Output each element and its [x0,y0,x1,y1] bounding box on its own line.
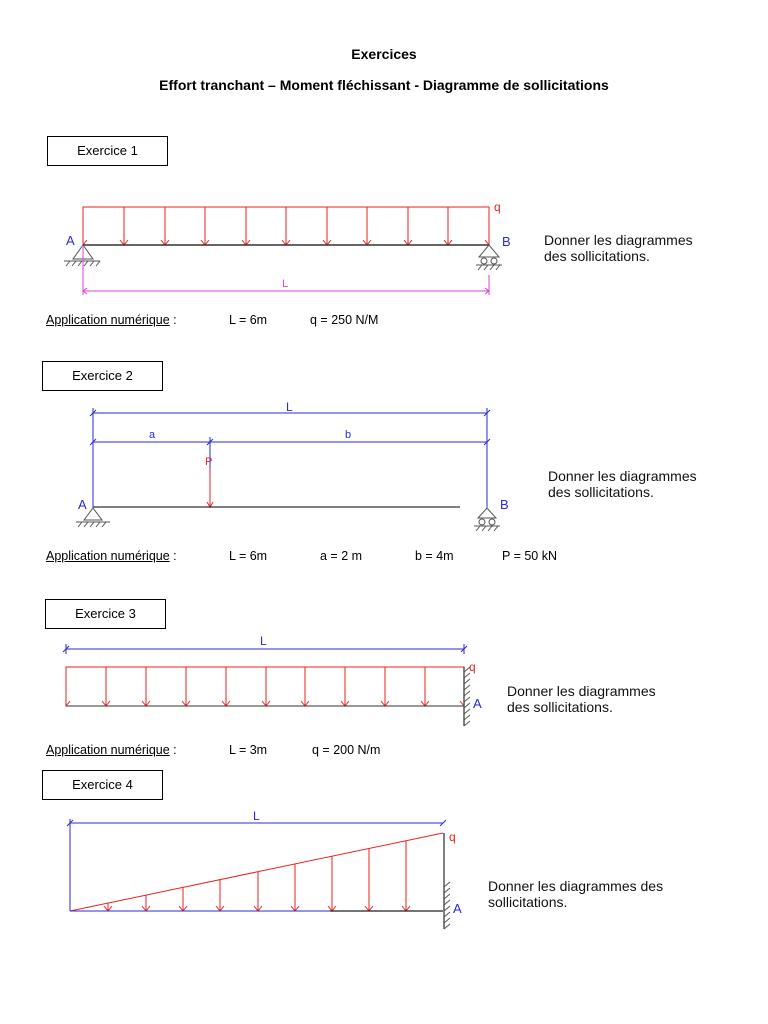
ex1-instruction-line2: des sollicitations. [544,248,650,264]
ex4-instruction [488,878,663,910]
ex2-instruction-line2: des sollicitations. [548,484,654,500]
ex2-application [46,549,606,565]
exercise-4-title-box: Exercice 4 [42,770,163,800]
exercise-2-title-box: Exercice 2 [42,361,163,391]
ex4-instruction-line1: Donner les diagrammes des [488,878,664,894]
ex3-application [46,743,546,759]
ex4-fixed-support [444,833,450,929]
exercise-3-diagram [0,630,520,730]
ex2-support-b [474,508,500,531]
page-title: Exercices [351,46,417,62]
ex2-dimension-ab [90,437,490,508]
ex4-load-slope [70,833,443,911]
ex4-label-q: q [449,830,456,844]
ex3-label-q: q [469,660,476,674]
ex4-label-a: A [453,901,462,916]
ex3-value-l: L = 3m [229,743,268,757]
ex2-value-a: a = 2 m [320,549,363,563]
ex4-dimension-l [67,819,446,911]
ex2-label-a-support: A [78,497,87,512]
ex2-instruction [548,468,697,500]
ex3-instruction [507,683,656,715]
ex1-load-arrows [83,207,489,245]
ex4-load-arrows [104,841,410,911]
ex1-support-a [64,245,100,266]
ex3-load-arrows [66,667,464,706]
exercise-3-title-box: Exercice 3 [45,599,166,629]
ex3-value-q: q = 200 N/m [312,743,381,757]
ex1-instruction-line1: Donner les diagrammes [544,232,693,248]
ex2-instruction-line1: Donner les diagrammes [548,468,697,484]
page-subtitle: Effort tranchant – Moment fléchissant - Diagramme de sollicitations [159,77,609,93]
ex3-label-a: A [473,696,482,711]
ex2-label-b-support: B [500,497,509,512]
ex3-app-colon: : [169,743,177,757]
ex2-value-l: L = 6m [229,549,268,563]
ex4-label-l: L [253,809,260,823]
ex1-app-colon: : [169,313,177,327]
ex1-value-q: q = 250 N/M [310,313,379,327]
ex1-application [46,313,546,329]
ex1-value-l: L = 6m [229,313,268,327]
ex1-label-b: B [502,234,511,249]
ex2-label-b: b [345,429,352,441]
ex3-instruction-line1: Donner les diagrammes [507,683,656,699]
ex2-value-b: b = 4m [415,549,454,563]
exercise-1-diagram [0,195,560,305]
ex2-value-p: P = 50 kN [502,549,558,563]
ex2-dimension-l [90,408,490,508]
ex3-fixed-support [464,667,470,726]
ex2-app-colon: : [169,549,177,563]
ex3-distributed-load [66,667,464,706]
ex1-support-b [476,245,502,270]
ex1-label-a: A [66,233,75,248]
ex3-instruction-line2: des sollicitations. [507,699,613,715]
ex1-instruction [544,232,693,264]
exercise-2-diagram [0,398,540,538]
ex2-label-p: P [205,456,213,468]
ex2-label-a: a [149,429,156,441]
ex1-app-label: Application numérique [46,313,170,327]
ex3-label-l: L [260,634,267,648]
exercise-4-diagram [0,805,520,935]
ex1-label-l: L [282,278,289,290]
exercise-1-title-box: Exercice 1 [47,136,168,166]
ex2-app-label: Application numérique [46,549,170,563]
ex4-instruction-line2: sollicitations. [488,894,568,910]
ex2-label-l: L [286,400,293,414]
ex1-label-q: q [494,200,501,214]
ex3-app-label: Application numérique [46,743,170,757]
